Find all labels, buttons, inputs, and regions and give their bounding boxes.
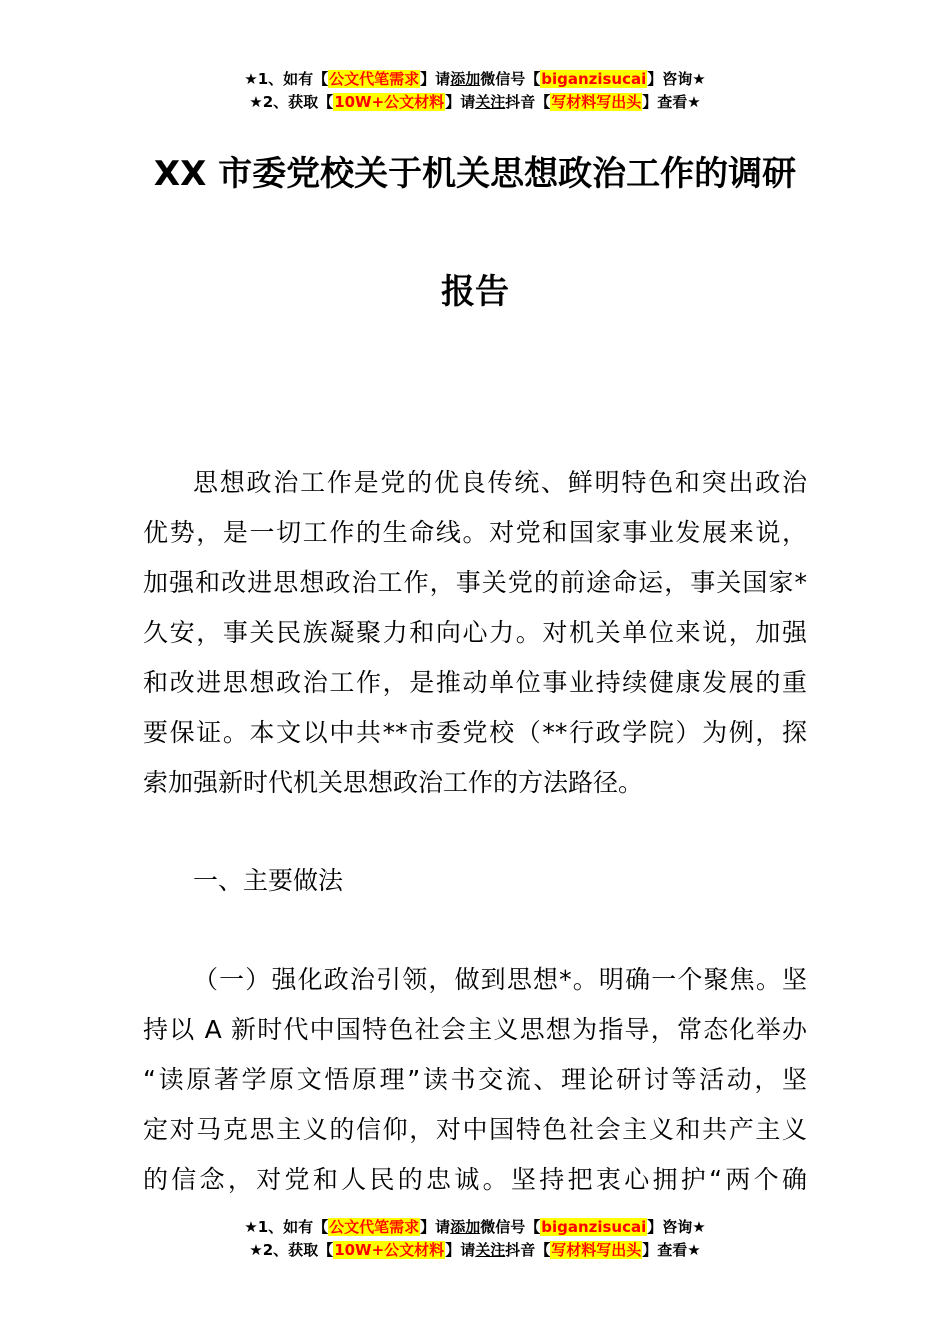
paragraph-line: 持以 A 新时代中国特色社会主义思想为指导，常态化举办 (143, 1015, 807, 1044)
promo-text: 微信号【 (480, 1218, 541, 1236)
promo-text: 】请 (420, 70, 451, 88)
promo-text: 抖音【 (505, 93, 551, 111)
promo-line-2 (0, 1239, 950, 1262)
promo-text: 】查看★ (642, 93, 701, 111)
promo-line-1 (0, 1216, 950, 1239)
promo-highlight: 公文代笔需求 (329, 1218, 420, 1236)
document-title-line-2: 报告 (441, 272, 509, 312)
paragraph-line: 加强和改进思想政治工作，事关党的前途命运，事关国家* (143, 568, 807, 597)
promo-highlight-wechat-id: biganzisucai (541, 1218, 647, 1236)
promo-text: 】查看★ (642, 1241, 701, 1259)
paragraph-line: 优势，是一切工作的生命线。对党和国家事业发展来说， (143, 518, 807, 547)
promo-highlight-douyin: 写材料写出头 (551, 93, 642, 111)
promo-text: 】咨询★ (647, 1218, 706, 1236)
paragraph-line: 久安，事关民族凝聚力和向心力。对机关单位来说，加强 (143, 618, 807, 647)
promo-text: 】请 (445, 1241, 476, 1259)
promo-highlight-douyin: 写材料写出头 (551, 1241, 642, 1259)
promo-text: ★1、如有【 (244, 70, 329, 88)
promo-text: ★2、获取【 (249, 1241, 334, 1259)
bottom-promo-banner (0, 1216, 950, 1262)
section-1-paragraph (143, 955, 807, 1205)
paragraph-line: “读原著学原文悟原理”读书交流、理论研讨等活动，坚 (143, 1065, 807, 1094)
promo-text: 抖音【 (505, 1241, 551, 1259)
promo-emphasis: 添加 (450, 70, 481, 88)
promo-text: 】请 (445, 93, 476, 111)
top-promo-banner (0, 68, 950, 114)
promo-highlight-wechat-id: biganzisucai (541, 70, 647, 88)
promo-highlight: 10W+公文材料 (334, 1241, 445, 1259)
paragraph-line: 索加强新时代机关思想政治工作的方法路径。 (143, 768, 644, 797)
promo-text: 微信号【 (480, 70, 541, 88)
promo-text: 】请 (420, 1218, 451, 1236)
section-heading (143, 856, 807, 906)
paragraph-line: 要保证。本文以中共**市委党校（**行政学院）为例，探 (143, 718, 807, 747)
promo-highlight: 公文代笔需求 (329, 70, 420, 88)
intro-paragraph (143, 458, 807, 808)
promo-emphasis: 关注 (475, 93, 506, 111)
document-title-line-1: XX 市委党校关于机关思想政治工作的调研 (153, 154, 797, 194)
section-heading-text: 一、主要做法 (193, 866, 344, 895)
paragraph-line: 思想政治工作是党的优良传统、鲜明特色和突出政治 (193, 468, 807, 497)
promo-text: ★2、获取【 (249, 93, 334, 111)
promo-emphasis: 添加 (450, 1218, 481, 1236)
promo-text: 】咨询★ (647, 70, 706, 88)
paragraph-line: （一）强化政治引领，做到思想*。明确一个聚焦。坚 (193, 965, 807, 994)
promo-line-1 (0, 68, 950, 91)
paragraph-line: 和改进思想政治工作，是推动单位事业持续健康发展的重 (143, 668, 807, 697)
promo-emphasis: 关注 (475, 1241, 506, 1259)
promo-text: ★1、如有【 (244, 1218, 329, 1236)
paragraph-line: 定对马克思主义的信仰，对中国特色社会主义和共产主义 (143, 1115, 807, 1144)
paragraph-line: 的信念，对党和人民的忠诚。坚持把衷心拥护“两个确 (143, 1165, 807, 1194)
promo-highlight: 10W+公文材料 (334, 93, 445, 111)
promo-line-2 (0, 91, 950, 114)
